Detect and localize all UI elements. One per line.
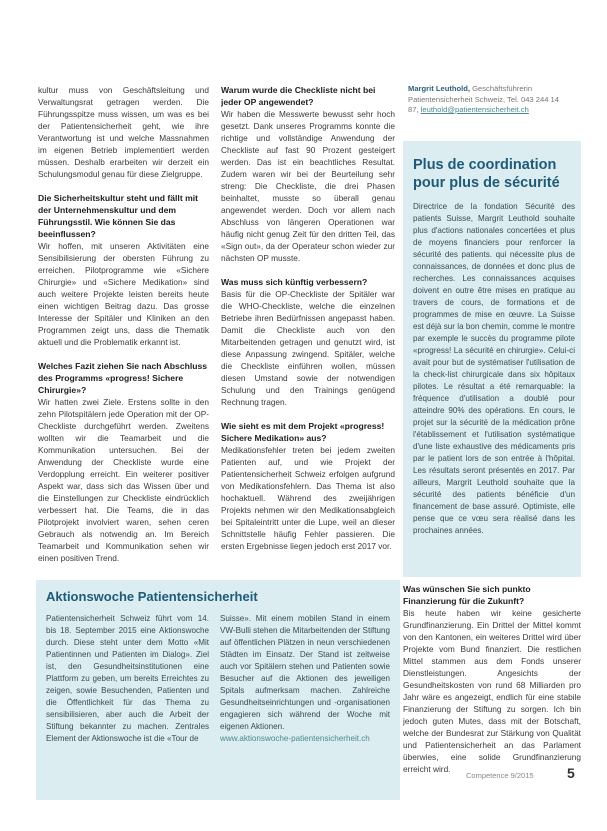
aktionswoche-text-1: Patientensicherheit Schweiz führt vom 14. bis 18. September 2015 eine Aktionswoche durch. Diese steht unter dem Motto «Mit Patientinnen und Patienten im Dialog». Ziel ist, den Gesundheitsinstitutionen eine Plattform zu geben, um bereits Erreichtes zu zeigen, sowie Besuchenden, Patienten und die Öffentlichkeit für das Thema zu sensibilisieren, aber auch die Arbeit der Stiftung bekannter zu machen. Zentrales Element der Aktionswoche ist die «Tour de bbox=[46, 614, 209, 743]
french-summary-title: Plus de coordination pour plus de sécurité bbox=[413, 157, 560, 191]
interview-question: Was muss sich künftig verbessern? bbox=[221, 277, 368, 287]
french-summary-body: Directrice de la fondation Sécurité des patients Suisse, Margrit Leuthold souhaite plus d'actions nationales concertées et plus de moyens financiers pour renforcer la sécurité des patients. qui nécessite plus de connaissances, de données et donc plus de recherches. Les connaissances acquises doivent en outre être mises en pratique au travers de cours, de formations et de programmes de mise en œuvre. La Suisse est déjà sur la bon chemin, comme le montre par exemple le succès du programme pilote «progress! La sécurité en chirurgie». Celui-ci avait pour but de systématiser l'utilisation de la check-list chirurgicale dans six hôpitaux pilotes. Le résultat a été remarquable: la fréquence d'utilisation a doublé pour atteindre 90% des opérations. En cours, le projet sur la sécurité de la médication prône l'établissement et l'utilisation systématique d'une liste exhaustive des médicaments pris par le patient lors de son entrée à l'hôpital. Les résultats seront présentés en 2017. Par ailleurs, Margrit Leuthold souhaite que la sécurité des patients bénéficie d'un financement de base assuré. Optimiste, elle pense que ce vœu sera réalisé dans les prochaines années. bbox=[413, 202, 575, 535]
interview-question: Wie sieht es mit dem Projekt «progress! Sichere Medikation» aus? bbox=[221, 421, 385, 443]
interview-answer: Basis für die OP-Checkliste der Spitäler war die WHO-Checkliste, welche die einzelnen Betriebe ihren Bedürfnissen angepasst haben. Damit die Checkliste auch von den Mitarbeitenden getragen und genutzt wird, ist diese Anpassung zwingend. Spitäler, welche die Checkliste einführen wollen, müssen diesen Umstand sowie der notwendigen Schulung und den Trainings genügend Rechnung tragen. bbox=[221, 289, 395, 407]
aktionswoche-title: Aktionswoche Patientensicherheit bbox=[46, 589, 258, 604]
intro-paragraph: kultur muss von Geschäftsleitung und Verwaltungsrat getragen werden. Die Führungsspitze muss wissen, um was es bei der Patientensicherheit geht, wie ihre Verantwortung ist und welche Massnahmen im eigenen Betrieb implementiert werden müssen. Deshalb erarbeiten wir derzeit ein Schulungsmodul genau für diese Zielgruppe. bbox=[38, 85, 209, 179]
article-column-2 bbox=[221, 84, 395, 564]
article-column-3-bottom bbox=[403, 583, 581, 775]
contact-details: Geschäftsführerin Patientensicherheit Schweiz, Tel. 043 244 14 87, bbox=[408, 84, 559, 114]
interview-question: Warum wurde die Checkliste nicht bei jeder OP angewendet? bbox=[221, 85, 376, 107]
interview-answer: Wir hatten zwei Ziele. Erstens sollte in den zehn Pilotspitälern jede Operation mit der OP-Checkliste durchgeführt werden. Zweitens wollten wir die Teamarbeit und die Kommunikation untersuchen. Bei der Anwendung der Checkliste wurde eine Verdopplung erreicht. Ein weiterer positiver Aspekt war, dass sich das Wissen über und die Einstellungen zur Checkliste eindrücklich verbessert hat. Die Teams, die in das Pilotprojekt involviert waren, sehen ceren Gebrauch als notwendig an. Im Bereich Teamarbeit und Kommunikation sehen wir einen positiven Trend. bbox=[38, 397, 209, 563]
contact-info bbox=[408, 84, 568, 116]
contact-name: Margrit Leuthold, bbox=[408, 84, 471, 93]
interview-answer: Wir haben die Messwerte bewusst sehr hoch gesetzt. Dank unseres Programms konnte die richtige und vollständige Anwendung der Checkliste auf fast 90 Prozent gesteigert werden. Das ist ein beachtliches Resultat. Zudem waren wir bei der Beurteilung sehr streng: Die Checkliste, die drei Phasen beinhaltet, musste so überall genau angewendet werden. Doch vor allem nach Abschluss von längeren Operationen war häufig nicht genug Zeit für den dritten Teil, das «Sign out», da der Operateur schon wieder zur nächsten OP musste. bbox=[221, 109, 395, 263]
page-number: 5 bbox=[567, 765, 575, 781]
journal-name: Competence 9/2015 bbox=[466, 771, 534, 780]
interview-question: Welches Fazit ziehen Sie nach Abschluss des Programms «progress! Sichere Chirurgie»? bbox=[38, 361, 208, 395]
interview-answer: Medikationsfehler treten bei jedem zweiten Patienten auf, und wie Projekt der Patientensicherheit Schweiz erfolgen aufgrund von Medikationsfehlern. Das Thema ist also hochaktuell. Während des zweijährigen Projekts nehmen wir den Medikationsabgleich bei Spitaleintritt unter die Lupe, weil an dieser Schnittstelle häufig Fehler passieren. Die ersten Ergebnisse liegen jedoch erst 2017 vor. bbox=[221, 445, 395, 551]
interview-question: Was wünschen Sie sich punkto Finanzierung für die Zukunft? bbox=[403, 584, 531, 606]
interview-question: Die Sicherheitskultur steht und fällt mit der Unternehmenskultur und dem Führungsstil. Wie können Sie das beeinflussen? bbox=[38, 193, 198, 239]
interview-answer: Wir hoffen, mit unseren Aktivitäten eine Sensibilisierung der obersten Führung zu erreichen. Pilotprogramme wie «Sichere Chirurgie» und «Sichere Medikation» sind auch weitere Projekte leisten bereits heute einen wichtigen Beitrag dazu. Das grosse Interesse der Spitäler und Kliniken an den Programmen zeigt uns, dass die Thematik aktuell und die Problematik erkannt ist. bbox=[38, 241, 209, 347]
aktionswoche-text-2: Suisse». Mit einem mobilen Stand in einem VW-Bulli stehen die Mitarbeitenden der Stiftung auf öffentlichen Plätzen in neun verschiedenen Städten im Einsatz. Der Stand ist zeitweise auch vor Spitälern stehen und Patienten sowie Besucher auf die Aktionen des jeweiligen Spitals aufmerksam machen. Zahlreiche Gesundheitseinrichtungen und -organisationen engagieren sich während der Woche mit eigenen Aktionen. bbox=[220, 614, 390, 731]
aktionswoche-website-link[interactable]: www.aktionswoche-patientensicherheit.ch bbox=[220, 734, 370, 743]
article-column-1 bbox=[38, 84, 209, 576]
aktionswoche-column-1 bbox=[46, 613, 209, 745]
french-summary-text bbox=[413, 201, 575, 537]
contact-email-link[interactable]: leuthold@patientensicherheit.ch bbox=[420, 105, 529, 114]
interview-answer: Bis heute haben wir keine gesicherte Grundfinanzierung. Ein Drittel der Mittel kommt von den Kantonen, ein weiteres Drittel wird über Projekte vom Bund finanziert. Die restlichen Mittel stammen aus dem Fonds unserer Dienstleistungen. Angesichts der Gesundheitskosten von rund 68 Milliarden pro Jahr wäre es angezeigt, endlich für eine stabile Finanzierung der Stiftung zu sorgen. Ich bin jedoch guten Mutes, dass mit der Botschaft, welche der Bundesrat zur Stärkung von Qualität und Patientensicherheit an das Parlament überwies, eine solide Grundfinanzierung erreicht wird. bbox=[403, 608, 581, 774]
aktionswoche-column-2 bbox=[220, 613, 390, 745]
